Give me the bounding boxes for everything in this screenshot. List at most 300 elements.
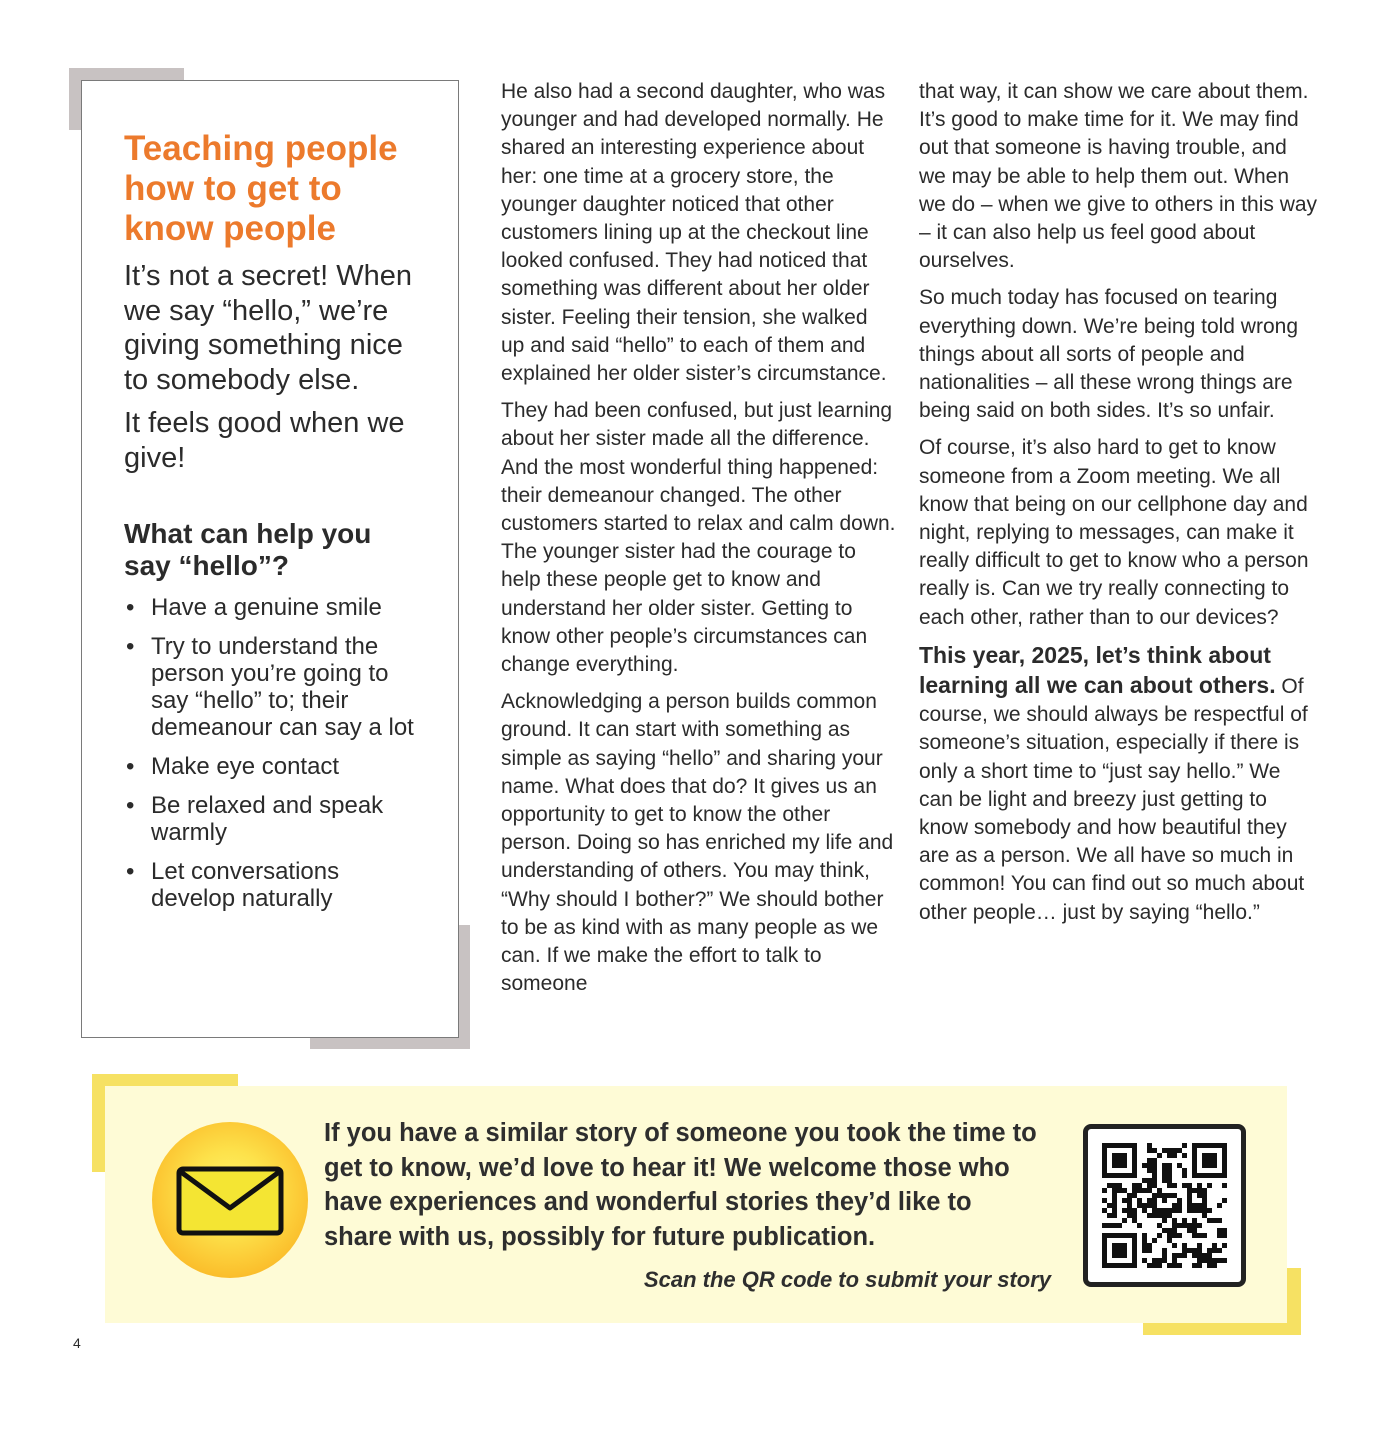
qr-module — [1117, 1143, 1122, 1148]
bullet: • — [126, 753, 135, 780]
qr-module — [1187, 1248, 1192, 1253]
qr-module — [1137, 1183, 1142, 1188]
qr-module — [1132, 1173, 1137, 1178]
qr-module — [1192, 1228, 1197, 1233]
qr-module — [1197, 1248, 1202, 1253]
qr-module — [1152, 1178, 1157, 1183]
qr-module — [1122, 1143, 1127, 1148]
qr-module — [1197, 1258, 1202, 1263]
qr-module — [1112, 1153, 1117, 1158]
callout-corner-accent-top — [92, 1074, 238, 1086]
qr-module — [1222, 1258, 1227, 1263]
qr-module — [1132, 1143, 1137, 1148]
qr-module — [1162, 1168, 1167, 1173]
qr-module — [1222, 1143, 1227, 1148]
qr-module — [1222, 1158, 1227, 1163]
qr-module — [1117, 1163, 1122, 1168]
qr-module — [1167, 1163, 1172, 1168]
qr-module — [1122, 1153, 1127, 1158]
qr-module — [1187, 1228, 1192, 1233]
qr-module — [1187, 1223, 1192, 1228]
qr-module — [1102, 1258, 1107, 1263]
qr-module — [1142, 1178, 1147, 1183]
qr-module — [1222, 1163, 1227, 1168]
qr-module — [1177, 1233, 1182, 1238]
qr-code-icon — [1102, 1143, 1227, 1268]
qr-module — [1182, 1183, 1187, 1188]
qr-module — [1117, 1173, 1122, 1178]
story-submission-callout — [105, 1086, 1287, 1323]
qr-module — [1142, 1248, 1147, 1253]
qr-module — [1187, 1208, 1192, 1213]
qr-module — [1122, 1208, 1127, 1213]
qr-module — [1167, 1263, 1172, 1268]
qr-module — [1102, 1153, 1107, 1158]
qr-module — [1162, 1193, 1167, 1198]
qr-module — [1137, 1188, 1142, 1193]
qr-module — [1202, 1173, 1207, 1178]
qr-module — [1102, 1173, 1107, 1178]
qr-module — [1207, 1218, 1212, 1223]
paragraph: He also had a second daughter, who was younger and had developed normally. He shared an interesting experience about her: one time at a grocery store, the younger daughter noticed that other customers lining up at the checkout line looked confused. They had noticed that something was different about her older sister. Feeling their tension, she walked up and said “hello” to each of them and explained her older sister’s circumstance. — [501, 80, 887, 386]
qr-module — [1182, 1253, 1187, 1258]
qr-module — [1217, 1228, 1222, 1233]
qr-module — [1147, 1168, 1152, 1173]
qr-module — [1212, 1153, 1217, 1158]
qr-module — [1127, 1173, 1132, 1178]
qr-module — [1212, 1163, 1217, 1168]
qr-module — [1102, 1148, 1107, 1153]
qr-module — [1222, 1173, 1227, 1178]
qr-module — [1207, 1258, 1212, 1263]
qr-module — [1202, 1203, 1207, 1208]
qr-module — [1112, 1183, 1117, 1188]
qr-module — [1157, 1213, 1162, 1218]
qr-module — [1202, 1233, 1207, 1238]
sidebar-intro-2: It feels good when we give! — [124, 407, 405, 474]
qr-module — [1157, 1233, 1162, 1238]
qr-module — [1117, 1263, 1122, 1268]
qr-module — [1147, 1143, 1152, 1148]
qr-module — [1107, 1183, 1112, 1188]
qr-module — [1167, 1183, 1172, 1188]
qr-module — [1102, 1158, 1107, 1163]
qr-module — [1117, 1188, 1122, 1193]
qr-module — [1132, 1213, 1137, 1218]
qr-module — [1187, 1203, 1192, 1208]
qr-module — [1162, 1208, 1167, 1213]
qr-module — [1132, 1253, 1137, 1258]
qr-module — [1177, 1148, 1182, 1153]
qr-module — [1117, 1158, 1122, 1163]
qr-module — [1212, 1158, 1217, 1163]
qr-module — [1127, 1198, 1132, 1203]
qr-module — [1182, 1143, 1187, 1148]
qr-module — [1137, 1203, 1142, 1208]
qr-module — [1132, 1153, 1137, 1158]
paragraph: Acknowledging a person builds common ground. It can start with something as simple as saying “hello” and sharing your name. What does that do? It gives us an opportunity to get to know the other person. Doing so has enriched my life and understanding of others. You may think, “Why should I bother?” We should bother to be as kind with as many people as we can. If we make the effort to talk to someone — [501, 690, 894, 996]
qr-module — [1167, 1193, 1172, 1198]
qr-module — [1217, 1203, 1222, 1208]
sidebar-title-line: Teaching people — [124, 129, 398, 168]
qr-module — [1217, 1173, 1222, 1178]
qr-module — [1132, 1248, 1137, 1253]
qr-module — [1182, 1173, 1187, 1178]
qr-module — [1132, 1243, 1137, 1248]
qr-module — [1112, 1158, 1117, 1163]
qr-module — [1132, 1188, 1137, 1193]
paragraph: They had been confused, but just learning about her sister made all the difference. And the most wonderful thing happened: their demeanour changed. The other customers started to relax and calm down. The younger sister had the courage to help these people get to know and understand her older sister. Getting to know other people’s circumstances can change everything. — [501, 399, 896, 677]
qr-module — [1142, 1233, 1147, 1238]
list-item — [124, 792, 428, 846]
qr-module — [1142, 1188, 1147, 1193]
qr-module — [1197, 1183, 1202, 1188]
sidebar-corner-accent-bottom — [310, 1037, 470, 1049]
qr-module — [1162, 1258, 1167, 1263]
qr-module — [1122, 1248, 1127, 1253]
sidebar-intro: It’s not a secret! When we say “hello,” we’re giving something nice to somebody else. — [124, 260, 412, 396]
bullet: • — [126, 792, 135, 819]
qr-module — [1207, 1248, 1212, 1253]
bullet: • — [126, 594, 135, 621]
qr-module — [1207, 1253, 1212, 1258]
qr-module — [1172, 1228, 1177, 1233]
qr-module — [1152, 1238, 1157, 1243]
sidebar-title — [124, 129, 428, 249]
qr-module — [1127, 1263, 1132, 1268]
qr-module — [1212, 1258, 1217, 1263]
qr-module — [1212, 1243, 1217, 1248]
qr-module — [1137, 1223, 1142, 1228]
qr-module — [1207, 1183, 1212, 1188]
bold-lead-in: This year, 2025, let’s think about learning all we can about others. — [919, 641, 1276, 699]
tips-list — [124, 594, 428, 912]
qr-module — [1177, 1208, 1182, 1213]
qr-module — [1162, 1218, 1167, 1223]
qr-module — [1152, 1193, 1157, 1198]
qr-module — [1157, 1193, 1162, 1198]
qr-module — [1117, 1243, 1122, 1248]
qr-module — [1122, 1163, 1127, 1168]
callout-corner-accent-bottom — [1143, 1323, 1301, 1335]
qr-module — [1202, 1158, 1207, 1163]
qr-module — [1172, 1243, 1177, 1248]
qr-module — [1172, 1193, 1177, 1198]
qr-module — [1132, 1263, 1137, 1268]
sidebar-box — [81, 80, 459, 1038]
qr-module — [1102, 1168, 1107, 1173]
qr-module — [1172, 1253, 1177, 1258]
qr-module — [1202, 1253, 1207, 1258]
qr-module — [1107, 1233, 1112, 1238]
qr-code[interactable] — [1083, 1124, 1246, 1287]
qr-module — [1132, 1218, 1137, 1223]
qr-module — [1147, 1178, 1152, 1183]
qr-module — [1202, 1208, 1207, 1213]
qr-module — [1177, 1163, 1182, 1168]
qr-module — [1222, 1148, 1227, 1153]
qr-module — [1132, 1168, 1137, 1173]
qr-module — [1102, 1248, 1107, 1253]
qr-module — [1197, 1243, 1202, 1248]
qr-module — [1147, 1248, 1152, 1253]
qr-module — [1162, 1148, 1167, 1153]
qr-module — [1192, 1158, 1197, 1163]
qr-module — [1112, 1223, 1117, 1228]
qr-module — [1182, 1153, 1187, 1158]
qr-module — [1132, 1208, 1137, 1213]
qr-module — [1112, 1203, 1117, 1208]
qr-module — [1132, 1148, 1137, 1153]
qr-module — [1202, 1198, 1207, 1203]
qr-module — [1192, 1143, 1197, 1148]
qr-module — [1102, 1223, 1107, 1228]
qr-module — [1222, 1153, 1227, 1158]
qr-module — [1122, 1218, 1127, 1223]
qr-module — [1142, 1208, 1147, 1213]
qr-module — [1192, 1203, 1197, 1208]
qr-module — [1152, 1258, 1157, 1263]
qr-module — [1127, 1203, 1132, 1208]
qr-caption: Scan the QR code to submit your story — [643, 1267, 1051, 1292]
qr-module — [1207, 1158, 1212, 1163]
qr-module — [1192, 1263, 1197, 1268]
qr-module — [1197, 1263, 1202, 1268]
qr-module — [1177, 1223, 1182, 1228]
qr-module — [1197, 1173, 1202, 1178]
qr-module — [1117, 1248, 1122, 1253]
qr-module — [1167, 1238, 1172, 1243]
qr-module — [1222, 1243, 1227, 1248]
qr-module — [1132, 1163, 1137, 1168]
qr-module — [1172, 1223, 1177, 1228]
tip-text: Try to understand the person you’re going to say “hello” to; their demeanour can say a lot — [151, 633, 414, 741]
qr-module — [1147, 1163, 1152, 1168]
qr-module — [1202, 1163, 1207, 1168]
paragraph: Of course, it’s also hard to get to know someone from a Zoom meeting. We all know that being on our cellphone day and night, replying to messages, can make it really difficult to get to know who a person really is. Can we try really connecting to each other, rather than to our devices? — [919, 436, 1309, 629]
qr-module — [1192, 1218, 1197, 1223]
qr-module — [1157, 1263, 1162, 1268]
qr-module — [1157, 1258, 1162, 1263]
qr-module — [1157, 1208, 1162, 1213]
qr-module — [1102, 1163, 1107, 1168]
qr-module — [1132, 1258, 1137, 1263]
qr-module — [1207, 1173, 1212, 1178]
qr-module — [1222, 1183, 1227, 1188]
qr-module — [1187, 1183, 1192, 1188]
qr-module — [1222, 1228, 1227, 1233]
qr-module — [1177, 1198, 1182, 1203]
qr-module — [1207, 1208, 1212, 1213]
qr-module — [1172, 1183, 1177, 1188]
qr-module — [1112, 1243, 1117, 1248]
qr-module — [1127, 1143, 1132, 1148]
qr-module — [1212, 1173, 1217, 1178]
qr-module — [1152, 1168, 1157, 1173]
qr-module — [1102, 1198, 1107, 1203]
qr-module — [1102, 1238, 1107, 1243]
sidebar-corner-accent-right — [458, 925, 470, 1049]
qr-module — [1202, 1153, 1207, 1158]
qr-module — [1117, 1153, 1122, 1158]
qr-module — [1122, 1243, 1127, 1248]
qr-module — [1152, 1263, 1157, 1268]
qr-module — [1102, 1243, 1107, 1248]
qr-module — [1217, 1143, 1222, 1148]
qr-module — [1182, 1223, 1187, 1228]
qr-module — [1222, 1198, 1227, 1203]
qr-module — [1192, 1188, 1197, 1193]
sidebar-corner-accent-top — [69, 68, 184, 80]
qr-module — [1132, 1238, 1137, 1243]
qr-module — [1102, 1208, 1107, 1213]
qr-module — [1187, 1193, 1192, 1198]
qr-module — [1167, 1178, 1172, 1183]
qr-module — [1197, 1188, 1202, 1193]
list-item — [124, 594, 428, 621]
qr-module — [1162, 1228, 1167, 1233]
qr-module — [1202, 1188, 1207, 1193]
qr-module — [1112, 1233, 1117, 1238]
qr-module — [1157, 1188, 1162, 1193]
qr-module — [1102, 1143, 1107, 1148]
qr-module — [1147, 1158, 1152, 1163]
qr-module — [1147, 1198, 1152, 1203]
qr-module — [1142, 1163, 1147, 1168]
qr-module — [1182, 1243, 1187, 1248]
qr-module — [1107, 1173, 1112, 1178]
qr-module — [1142, 1243, 1147, 1248]
qr-module — [1192, 1233, 1197, 1238]
qr-module — [1127, 1208, 1132, 1213]
qr-module — [1172, 1263, 1177, 1268]
qr-module — [1192, 1153, 1197, 1158]
sidebar-subheading-line: What can help you — [124, 518, 372, 549]
qr-module — [1197, 1203, 1202, 1208]
qr-module — [1112, 1263, 1117, 1268]
qr-module — [1122, 1253, 1127, 1258]
qr-module — [1102, 1253, 1107, 1258]
qr-module — [1147, 1148, 1152, 1153]
qr-module — [1217, 1258, 1222, 1263]
qr-module — [1132, 1193, 1137, 1198]
qr-module — [1112, 1213, 1117, 1218]
qr-module — [1192, 1248, 1197, 1253]
qr-module — [1122, 1173, 1127, 1178]
qr-module — [1182, 1248, 1187, 1253]
qr-module — [1172, 1218, 1177, 1223]
qr-module — [1117, 1253, 1122, 1258]
qr-module — [1192, 1148, 1197, 1153]
qr-module — [1167, 1168, 1172, 1173]
qr-module — [1177, 1203, 1182, 1208]
envelope-badge — [152, 1122, 308, 1278]
qr-module — [1107, 1213, 1112, 1218]
qr-module — [1142, 1258, 1147, 1263]
sidebar-subheading-line: say “hello”? — [124, 550, 289, 581]
qr-module — [1112, 1198, 1117, 1203]
qr-module — [1197, 1253, 1202, 1258]
qr-module — [1167, 1173, 1172, 1178]
qr-module — [1212, 1263, 1217, 1268]
qr-module — [1192, 1208, 1197, 1213]
qr-module — [1117, 1183, 1122, 1188]
qr-module — [1112, 1253, 1117, 1258]
qr-module — [1167, 1233, 1172, 1238]
qr-module — [1132, 1158, 1137, 1163]
qr-module — [1152, 1203, 1157, 1208]
qr-module — [1147, 1183, 1152, 1188]
qr-module — [1207, 1163, 1212, 1168]
qr-module — [1197, 1193, 1202, 1198]
qr-module — [1212, 1143, 1217, 1148]
qr-module — [1107, 1263, 1112, 1268]
qr-module — [1112, 1143, 1117, 1148]
qr-module — [1137, 1198, 1142, 1203]
qr-module — [1172, 1153, 1177, 1158]
sidebar-title-line: how to get to — [124, 169, 342, 208]
qr-module — [1152, 1148, 1157, 1153]
qr-module — [1152, 1163, 1157, 1168]
tip-text: Have a genuine smile — [151, 594, 382, 621]
qr-module — [1182, 1168, 1187, 1173]
qr-module — [1192, 1173, 1197, 1178]
qr-module — [1107, 1203, 1112, 1208]
qr-module — [1122, 1198, 1127, 1203]
qr-module — [1202, 1258, 1207, 1263]
qr-module — [1117, 1233, 1122, 1238]
sidebar-corner-accent-left — [69, 68, 81, 130]
qr-module — [1217, 1233, 1222, 1238]
qr-module — [1112, 1163, 1117, 1168]
qr-module — [1197, 1208, 1202, 1213]
qr-module — [1157, 1153, 1162, 1158]
article-column-middle — [501, 78, 896, 1008]
qr-module — [1172, 1233, 1177, 1238]
tip-text: Be relaxed and speak warmly — [151, 792, 384, 846]
qr-module — [1207, 1263, 1212, 1268]
qr-module — [1147, 1213, 1152, 1218]
list-item — [124, 858, 428, 912]
qr-module — [1147, 1188, 1152, 1193]
sidebar-title-line: know people — [124, 209, 336, 248]
qr-module — [1147, 1243, 1152, 1248]
qr-module — [1202, 1213, 1207, 1218]
qr-module — [1122, 1158, 1127, 1163]
sidebar-subheading — [124, 518, 428, 582]
closing-text: Of course, we should always be respectful of someone’s situation, especially if there is only a short time to “just say hello.” We can be light and breezy just getting to know somebody and how beautiful they are as a person. We all have so much in common! You can find out so much about other people… just by saying “hello.” — [919, 675, 1308, 924]
qr-module — [1162, 1173, 1167, 1178]
article-column-right — [919, 78, 1319, 936]
qr-module — [1192, 1168, 1197, 1173]
bullet: • — [126, 633, 135, 660]
qr-module — [1177, 1263, 1182, 1268]
qr-module — [1152, 1208, 1157, 1213]
qr-module — [1202, 1143, 1207, 1148]
qr-module — [1152, 1213, 1157, 1218]
qr-module — [1172, 1203, 1177, 1208]
qr-module — [1222, 1233, 1227, 1238]
qr-module — [1142, 1203, 1147, 1208]
qr-module — [1127, 1193, 1132, 1198]
qr-module — [1157, 1223, 1162, 1228]
qr-module — [1102, 1263, 1107, 1268]
qr-module — [1177, 1253, 1182, 1258]
qr-module — [1122, 1233, 1127, 1238]
qr-module — [1112, 1208, 1117, 1213]
qr-module — [1152, 1173, 1157, 1178]
qr-module — [1167, 1148, 1172, 1153]
